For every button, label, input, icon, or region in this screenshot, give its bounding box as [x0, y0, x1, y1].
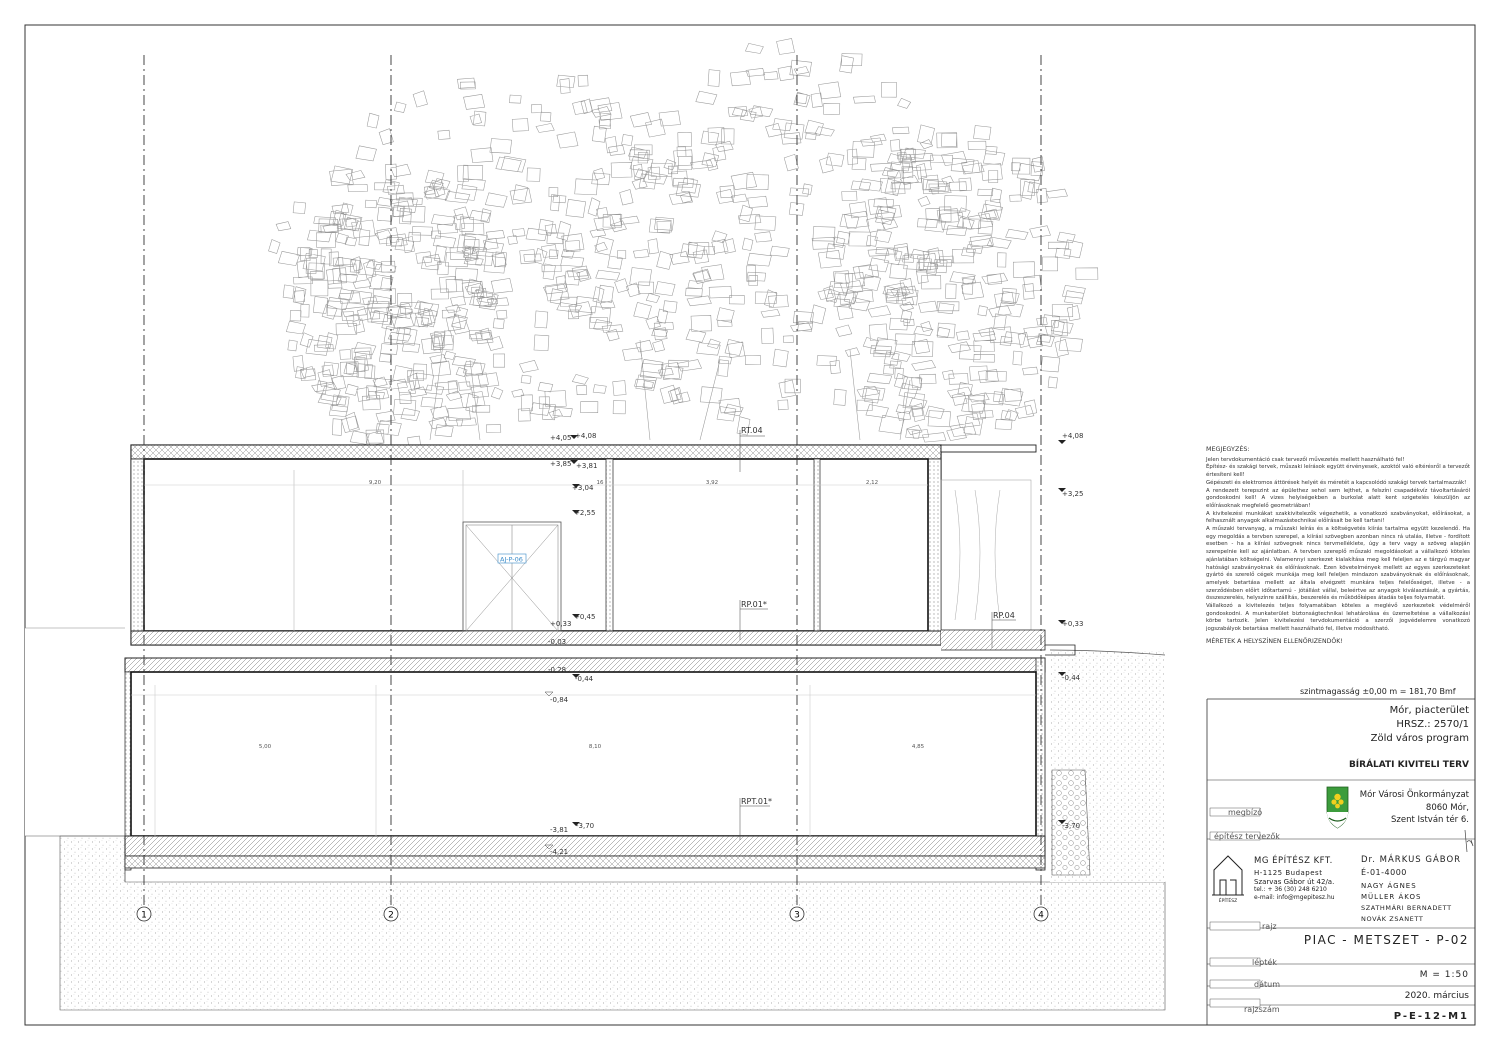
level-l405: +4,05 — [550, 434, 572, 442]
designer-1: Dr. MÁRKUS GÁBOR — [1361, 855, 1462, 865]
plan-type: BÍRÁLATI KIVITELI TERV — [1348, 760, 1469, 770]
axis-marker-3 — [790, 907, 804, 921]
firm-address-1: H-1125 Budapest — [1254, 869, 1323, 877]
drawing-date: 2020. március — [1404, 991, 1469, 1001]
tag-door: AJ-P-06 — [500, 555, 523, 564]
drawing-number: P-E-12-M1 — [1393, 1011, 1469, 1022]
firm-logo-text: ÉPÍTÉSZ — [1218, 899, 1238, 904]
axis-label-4: 4 — [1038, 910, 1044, 921]
drawing-title: PIAC - METSZET - P-02 — [1303, 933, 1469, 947]
level-l408r: +4,08 — [1062, 432, 1084, 440]
firm-phone: tel.: + 36 (30) 248 6210 — [1254, 886, 1327, 893]
level-l028: -0,28 — [548, 666, 567, 674]
notes-footer: MÉRETEK A HELYSZÍNEN ELLENŐRIZENDŐK! — [1206, 637, 1343, 645]
note-6: A műszaki tervanyag, a műszaki leírás és a költségvetés kiírás tartalma együtt kezelendő. Ha egy megoldás a tervben szerepel, a kiírási szövegben azonban nincs rá utalás, illetve - fordított esetben - ha a kiírási szövegnek nincs tervmelléklete, úgy a terv vagy a szöveg alapján szerepelnie kell az ajánlatban. A tervben szereplő műszaki megoldásokat a vállalkozó köteles ajánlatában költségelni. Valamennyi szerkezet kialakítása meg kell feleljen az e tárgyú magyar hatósági szabványoknak és előírásoknak. Ezen követelmények mellett az egyes szerkezeteket gyártó és szerelő cégek munkája meg kell feleljen mindazon szabványoknak és előírásoknak, amelyek betartása mellett az általa elvégzett munkára teljes felelősséget, illetve - a szerződésben előírt időtartamú - jótállást vállal, beleértve az anyagok kiválasztását, a gyártás, összeszerelés, helyszínre szállítás, beszerelés és működőképes átadás teljes folyamatát. — [1206, 526, 1470, 602]
architects-label: építész tervezők — [1214, 832, 1280, 841]
designer-5: NOVÁK ZSANETT — [1361, 915, 1424, 923]
level-l003: -0,03 — [548, 638, 567, 646]
note-4: A rendezett terepszint az épülethez sehol sem lejthet, a felszíni csapadékvíz távoltartásáról gondoskodni kell! A vizes helyiségekben a burkolat alatt kent szigetelés készüljön az előírásoknak megfelelő geometriában! — [1206, 487, 1470, 509]
signature — [1465, 830, 1473, 852]
axis-label-1: 1 — [141, 910, 147, 921]
level-l033r: +0,33 — [1062, 620, 1084, 628]
general-notes — [1206, 446, 1470, 646]
coat-of-arms-logo — [1327, 787, 1348, 828]
axis-marker-1 — [137, 907, 151, 921]
drawing-scale: M = 1:50 — [1419, 970, 1469, 980]
level-l255: +2,55 — [574, 509, 596, 517]
note-1: Jelen tervdokumentáció csak tervezői művezetés mellett használható fel! — [1206, 456, 1405, 463]
tag-rp04: RP.04 — [993, 611, 1015, 620]
dim-d485: 4,85 — [911, 744, 925, 750]
tag-rt04: RT.04 — [741, 426, 763, 435]
firm-address-2: Szarvas Gábor út 42/a. — [1254, 878, 1335, 886]
project-program: Zöld város program — [1370, 733, 1469, 744]
level-l045: +0,45 — [574, 613, 596, 621]
level-l044: -0,44 — [575, 675, 594, 683]
tree-foliage — [269, 39, 1098, 450]
notes-heading: MEGJEGYZÉS: — [1206, 445, 1250, 453]
dim-d920: 9,20 — [368, 480, 382, 486]
lower-floor — [125, 658, 1045, 870]
level-l304: +3,04 — [572, 484, 594, 492]
ground — [25, 628, 1165, 1010]
dim-d810: 8,10 — [588, 744, 602, 750]
project-hrsz: HRSZ.: 2570/1 — [1396, 719, 1469, 730]
tree-canopy — [269, 39, 1098, 450]
number-label: rajzszám — [1244, 1005, 1280, 1014]
level-l385: +3,85 — [550, 460, 572, 468]
client-name: Mór Városi Önkormányzat — [1359, 790, 1469, 800]
level-l033: +0,33 — [550, 620, 572, 628]
client-label: megbízó — [1228, 808, 1263, 817]
dim-d500: 5,00 — [258, 744, 272, 750]
level-l044r: -0,44 — [1062, 674, 1081, 682]
dim-d392: 3,92 — [705, 480, 719, 486]
axis-marker-4 — [1034, 907, 1048, 921]
note-5: A kivitelezési munkákat szakkivitelezők végezhetik, a vonatkozó szabványokat, előírásokat, a felhasznált anyagok alkalmazástechnikai előírásait be kell tartani! — [1206, 510, 1470, 525]
client-address-1: 8060 Mór, — [1425, 803, 1469, 813]
date-label: dátum — [1254, 980, 1280, 989]
level-l370r: -3,70 — [1062, 822, 1081, 830]
level-l084: -0,84 — [550, 696, 569, 704]
firm-name: MG ÉPÍTÉSZ KFT. — [1254, 856, 1333, 866]
axis-label-2: 2 — [388, 910, 394, 921]
upper-floor — [131, 445, 1075, 655]
tag-rpt01: RPT.01* — [741, 797, 773, 806]
axis-marker-2 — [384, 907, 398, 921]
firm-logo — [1212, 856, 1244, 895]
firm-email: e-mail: info@mgepitesz.hu — [1254, 894, 1335, 901]
elevation-reference: szintmagasság ±0,00 m = 181,70 Bmf — [1300, 687, 1456, 696]
designer-2: NAGY ÁGNES — [1361, 882, 1417, 890]
level-l408: +4,08 — [575, 432, 597, 440]
level-l381: +3,81 — [576, 462, 598, 470]
project-name: Mór, piacterület — [1389, 705, 1469, 716]
scale-label: lépték — [1252, 958, 1277, 967]
client-address-2: Szent István tér 6. — [1391, 815, 1469, 825]
level-l325: +3,25 — [1062, 490, 1084, 498]
tree-trunks — [430, 330, 910, 440]
dim-d212: 2,12 — [865, 480, 879, 486]
note-3: Gépészeti és elektromos áttörések helyét és méretét a kapcsolódó szakági tervek tartalmazzák! — [1206, 479, 1467, 486]
note-7: Vállalkozó a kivitelezés teljes folyamatában köteles a meglévő szerkezetek védelméről gondoskodni. A munkaterület biztonságtechnikai lehatárolása és üzemeltetése a vállalkozási körbe tartozik. Jelen kivitelezési tervdokumentáció a szerzői jogvédelemre vonatkozó jogszabályok betartása mellett használható fel, illetve módosítható. — [1206, 603, 1470, 633]
level-l381n: -3,81 — [550, 826, 569, 834]
designer-4: SZATHMÁRI BERNADETT — [1361, 904, 1452, 912]
axis-label-3: 3 — [794, 910, 800, 921]
level-l370: -3,70 — [576, 822, 595, 830]
dim-d016: 16 — [596, 480, 604, 486]
note-2: Építész- és szakági tervek, műszaki leírások együtt érvényesek, azoktól való eltérésről a tervezőt értesíteni kell! — [1206, 464, 1470, 479]
drawing-label: rajz — [1262, 922, 1277, 931]
designer-1-license: É-01-4000 — [1361, 868, 1407, 877]
level-l421: -4,21 — [550, 848, 569, 856]
designer-3: MÜLLER ÁKOS — [1361, 893, 1422, 901]
tag-rp01: RP.01* — [741, 600, 767, 609]
